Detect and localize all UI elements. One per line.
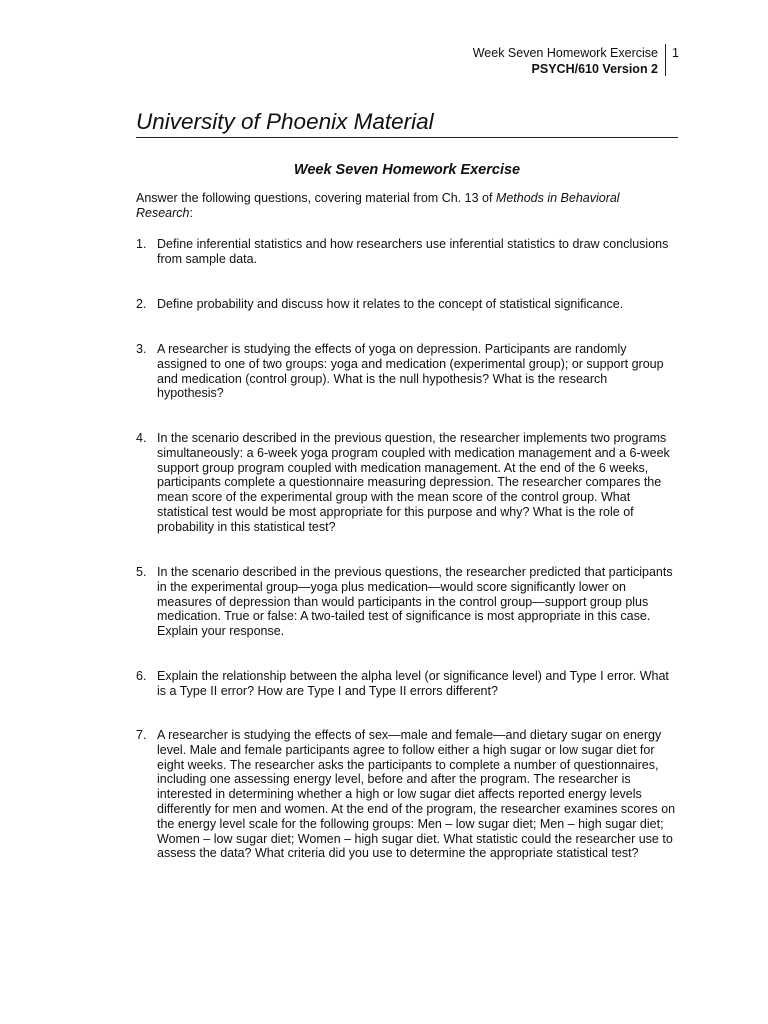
intro-paragraph [136,191,676,221]
question-text: In the scenario described in the previous question, the researcher implements two programs simultaneously: a 6-week yoga program coupled with medication management and a 6-week support group program coupled with medication management. At the end of the 6 weeks, participants complete a questionnaire measuring depression. The researcher compares the mean score of the experimental group with the mean score of the control group. What statistical test would be most appropriate for this purpose and why? What is the role of probability in this statistical test? [157,431,670,534]
header-title: Week Seven Homework Exercise [472,46,658,60]
intro-colon: : [189,206,193,220]
header-divider [665,44,666,76]
page-number: 1 [672,46,679,60]
question-4 [136,431,676,535]
book-title: Methods in Behavioral Research [136,191,620,220]
question-number: 2. [136,297,147,311]
question-number: 5. [136,565,147,579]
intro-text: Answer the following questions, covering material from Ch. 13 of [136,191,496,205]
question-number: 4. [136,431,147,445]
question-number: 6. [136,669,147,683]
running-header [473,45,658,77]
question-number: 1. [136,237,147,251]
question-5 [136,565,676,639]
question-6 [136,669,676,699]
question-2 [136,297,676,312]
question-number: 7. [136,728,147,742]
header-course: PSYCH/610 Version 2 [531,62,658,76]
question-text: Define inferential statistics and how researchers use inferential statistics to draw conclusions from sample data. [157,237,669,266]
question-text: Explain the relationship between the alpha level (or significance level) and Type I error. What is a Type II error? How are Type I and Type II errors different? [157,669,669,698]
question-text: Define probability and discuss how it relates to the concept of statistical significance. [157,297,624,311]
question-7 [136,728,676,861]
question-text: A researcher is studying the effects of yoga on depression. Participants are randomly assigned to one of two groups: yoga and medication (experimental group); or support group and medication (control group). What is the null hypothesis? What is the research hypothesis? [157,342,664,401]
question-1 [136,237,676,267]
document-title: Week Seven Homework Exercise [293,162,521,178]
question-text: In the scenario described in the previous questions, the researcher predicted that participants in the experimental group—yoga plus medication—would score significantly lower on measures of depression than would participants in the control group—support group plus medication. True or false: A two-tailed test of significance is most appropriate in this case. Explain your response. [157,565,673,639]
material-banner: University of Phoenix Material [136,108,678,138]
question-number: 3. [136,342,147,356]
question-3 [136,342,676,401]
question-text: A researcher is studying the effects of sex—male and female—and dietary sugar on energy level. Male and female participants agree to follow either a high sugar or low sugar diet for eight weeks. The researcher asks the participants to complete a number of questionnaires, including one assessing energy level, before and after the program. The researcher is interested in determining whether a high or low sugar diet affects reported energy levels differently for men and women. At the end of the program, the researcher examines scores on the energy level scale for the following groups: Men – low sugar diet; Men – high sugar diet; Women – low sugar diet; Women – high sugar diet. What statistic could the researcher use to assess the data? What criteria did you use to determine the appropriate statistical test? [157,728,676,861]
